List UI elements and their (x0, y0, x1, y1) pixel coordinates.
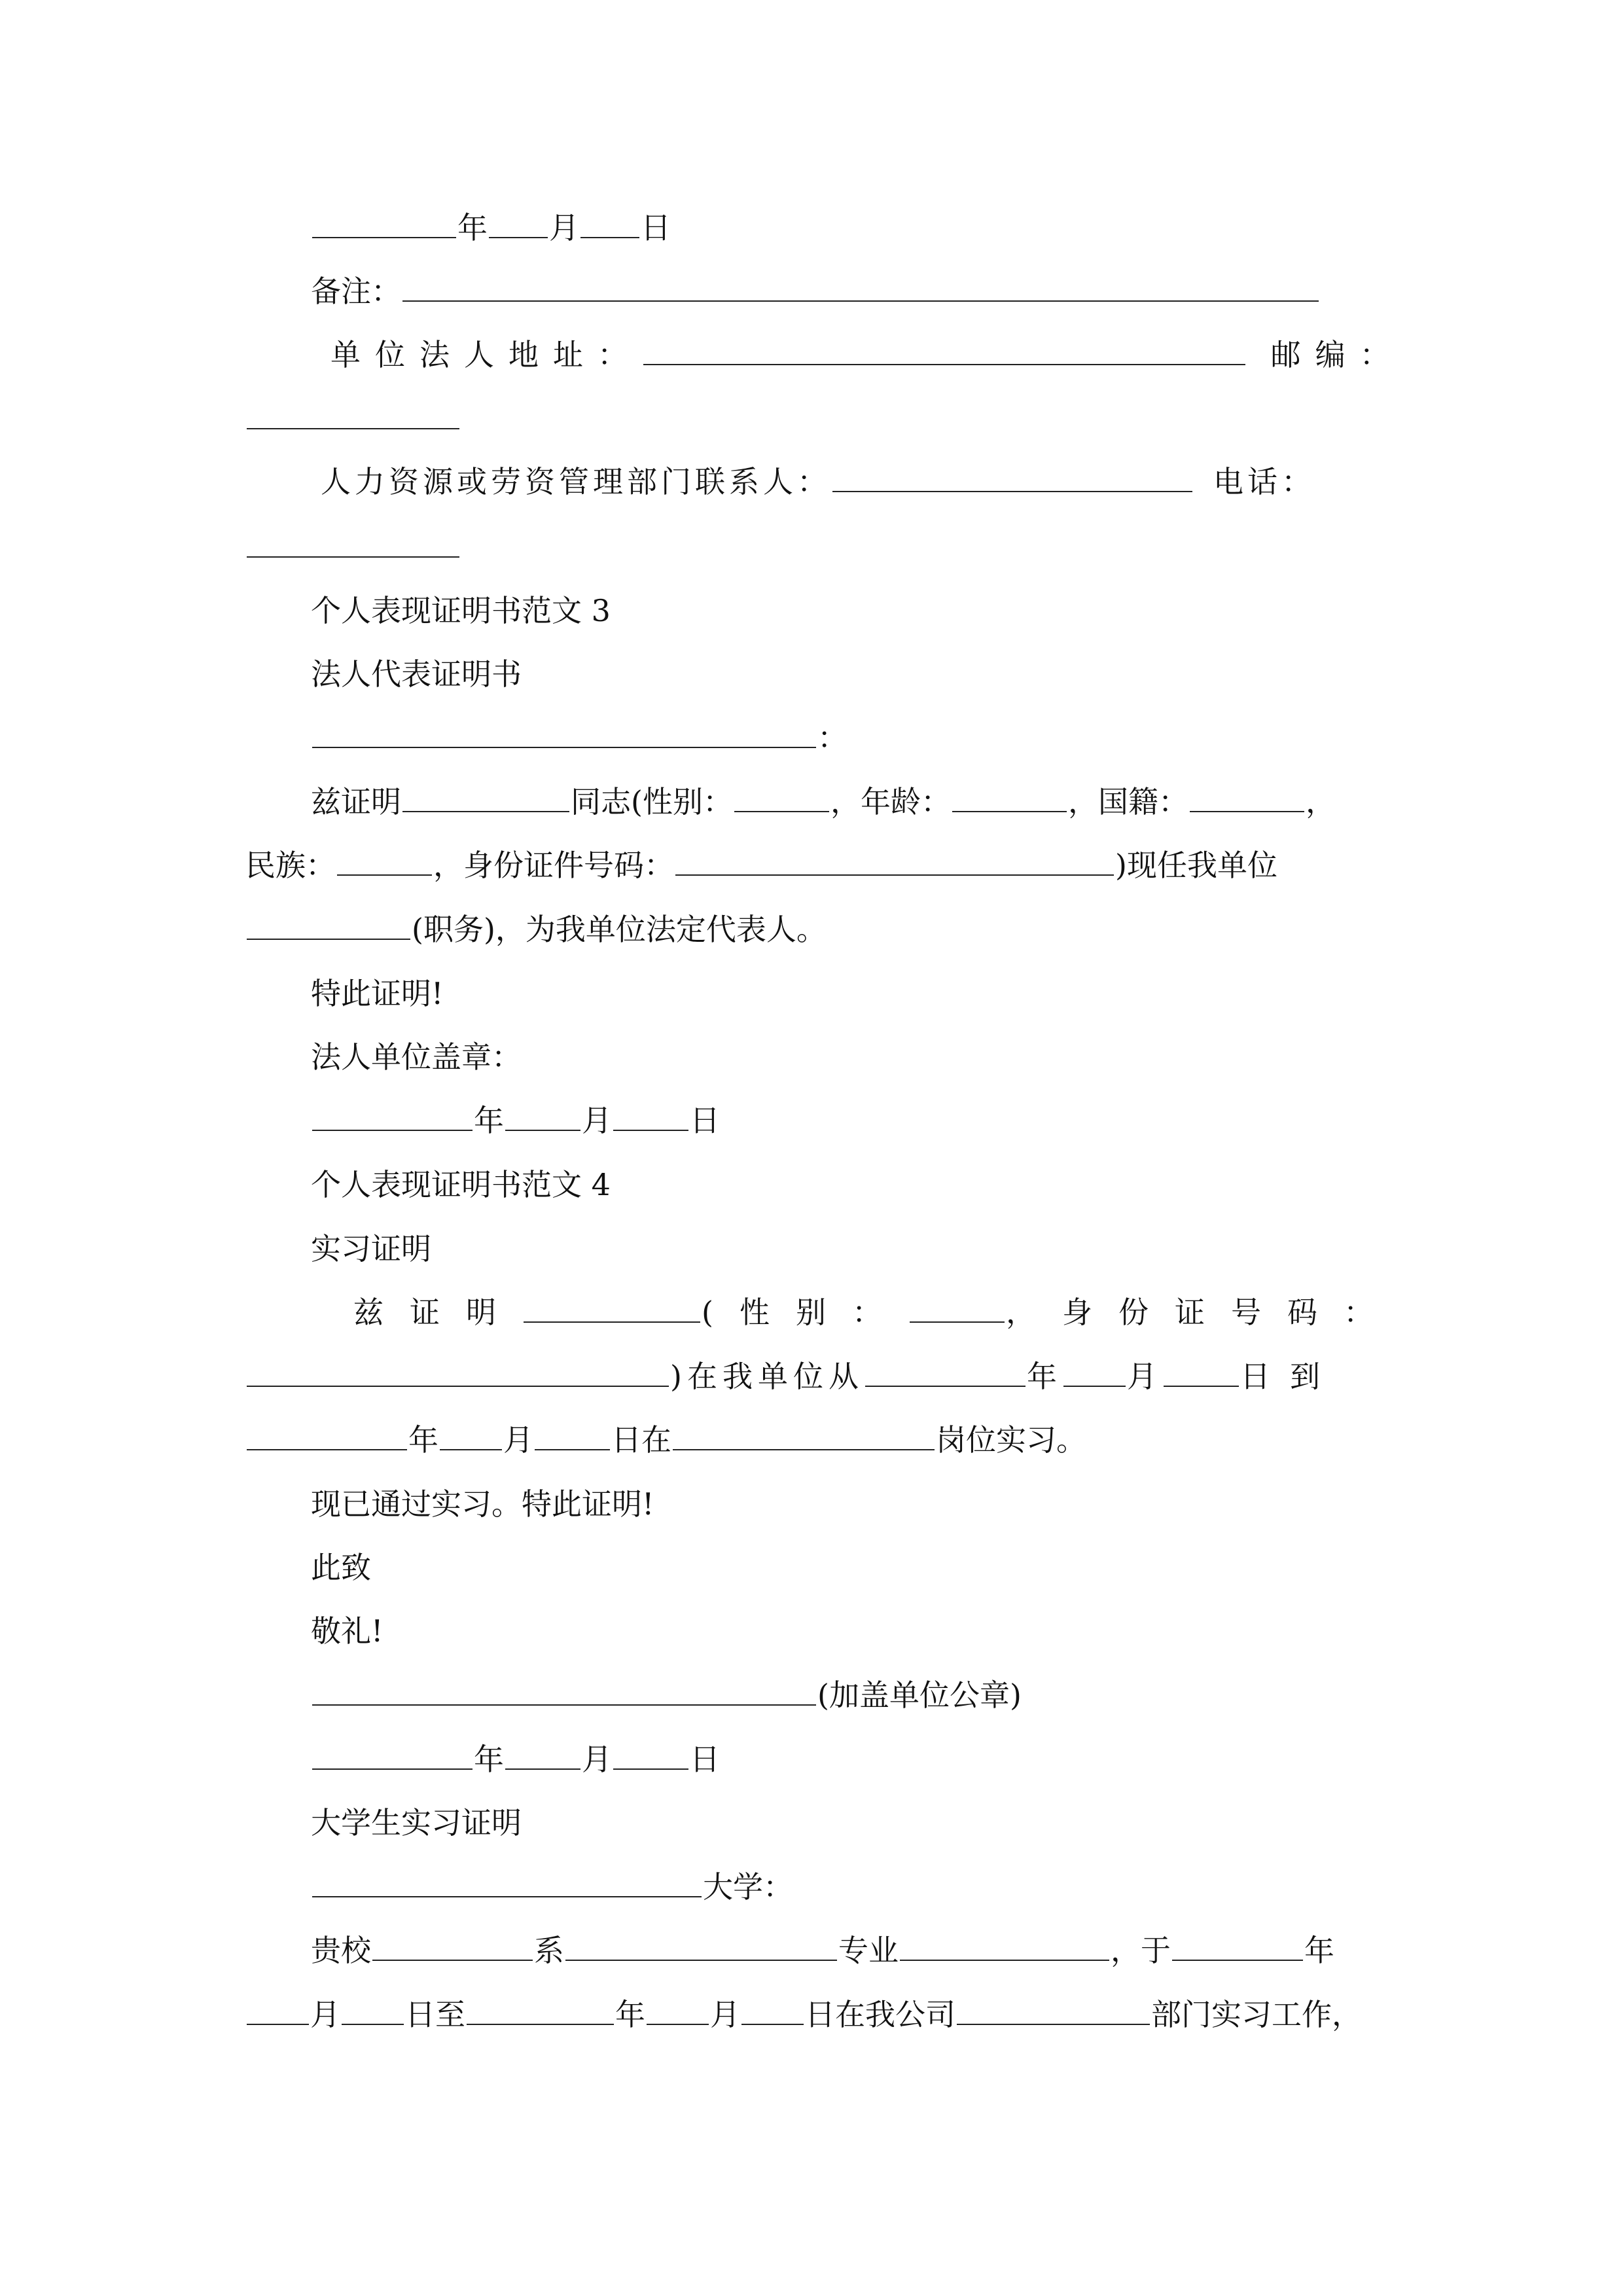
title-legal-rep: 法人代表证明书 (311, 656, 522, 692)
cert-line-3 (245, 910, 827, 949)
year-blank[interactable] (312, 1102, 473, 1131)
start-day-blank[interactable] (342, 1996, 404, 2025)
address-label: 单位法人地址： (330, 337, 642, 372)
remark-line (311, 272, 1320, 311)
date-line-1 (311, 208, 671, 247)
from-year-blank[interactable] (865, 1358, 1026, 1387)
month-label: 月 (310, 1997, 340, 2032)
remark-label: 备注： (311, 274, 401, 309)
jingli: 敬礼! (311, 1613, 383, 1649)
nationality-blank[interactable] (1190, 783, 1304, 812)
date-line-2 (311, 1101, 720, 1140)
contact-label: 人力资源或劳资管理部门联系人： (321, 464, 831, 499)
phone-line (245, 528, 461, 567)
special-cert: 特此证明! (311, 976, 444, 1011)
start-year-blank[interactable] (1172, 1932, 1303, 1961)
intern-line-1 (353, 1293, 1400, 1332)
student-name-blank[interactable] (900, 1932, 1109, 1961)
intern-gender-label: (性别： (702, 1295, 908, 1330)
month-label: 月 (710, 1997, 740, 2032)
post-intern: 岗位实习。 (936, 1422, 1086, 1458)
year-label: 年 (474, 1103, 504, 1138)
month-label: 月 (503, 1422, 533, 1458)
year-label: 年 (1304, 1933, 1334, 1968)
end-day-blank[interactable] (741, 1996, 804, 2025)
day-blank[interactable] (613, 1741, 688, 1770)
id-label: ，身份证件号码： (433, 848, 674, 883)
postcode-line (245, 399, 461, 439)
to-year-blank[interactable] (247, 1422, 407, 1450)
student-line-1 (311, 1931, 1334, 1970)
university-line (311, 1867, 793, 1907)
university-blank[interactable] (312, 1869, 702, 1897)
colon: ： (817, 720, 847, 755)
at-label: ，于 (1111, 1933, 1171, 1968)
year-label: 年 (457, 210, 488, 245)
name-blank[interactable] (402, 783, 569, 812)
month-blank[interactable] (489, 209, 548, 238)
cert-line-2 (245, 846, 1277, 885)
cert-prefix: 兹证明 (311, 784, 401, 819)
passed-text: 现已通过实习。特此证明! (311, 1486, 654, 1522)
postcode-blank[interactable] (247, 401, 459, 429)
month-label: 月 (582, 1742, 612, 1777)
gender-blank[interactable] (734, 783, 829, 812)
student-line-2 (245, 1995, 1362, 2034)
heading-3: 个人表现证明书范文 3 (311, 593, 611, 628)
intern-line-3 (245, 1420, 1086, 1460)
id-blank[interactable] (675, 847, 1114, 876)
heading-4: 个人表现证明书范文 4 (311, 1167, 611, 1202)
position-text: (职务)，为我单位法定代表人。 (412, 912, 827, 947)
contact-line (321, 462, 1315, 501)
end-year-blank[interactable] (467, 1996, 614, 2025)
in-company: 日在我公司 (805, 1997, 955, 2032)
end-month-blank[interactable] (647, 1996, 709, 2025)
cert-line-1 (311, 782, 1336, 821)
major-label: 专业 (838, 1933, 899, 1968)
intern-line-2 (245, 1357, 1340, 1396)
comma: ， (1305, 784, 1336, 819)
school-label: 贵校 (311, 1933, 371, 1968)
month-label: 月 (549, 210, 579, 245)
month-label: 月 (1126, 1359, 1162, 1394)
company-dept-blank[interactable] (957, 1996, 1150, 2025)
current-position: )现任我单位 (1115, 848, 1277, 883)
month-label: 月 (582, 1103, 612, 1138)
recipient-blank[interactable] (312, 719, 816, 748)
start-month-blank[interactable] (247, 1996, 309, 2025)
age-label: ，年龄： (830, 784, 951, 819)
day-to2: 日至 (405, 1997, 465, 2032)
year-label: 年 (1026, 1359, 1062, 1394)
intern-gender-blank[interactable] (910, 1294, 1005, 1323)
day-label: 日 (690, 1742, 720, 1777)
title-internship: 实习证明 (311, 1231, 431, 1266)
phone-blank[interactable] (247, 529, 459, 558)
day-to: 日到 (1240, 1359, 1340, 1394)
intern-id-blank[interactable] (247, 1358, 669, 1387)
to-month-blank[interactable] (440, 1422, 502, 1450)
university-label: 大学： (703, 1869, 793, 1905)
address-line (330, 335, 1404, 374)
year-blank[interactable] (312, 209, 456, 238)
intern-prefix: 兹证明 (353, 1295, 522, 1330)
recipient-line (311, 718, 847, 757)
month-blank[interactable] (505, 1741, 580, 1770)
day-blank[interactable] (613, 1102, 688, 1131)
from-month-blank[interactable] (1063, 1358, 1126, 1387)
phone-label: 电话： (1213, 464, 1315, 499)
ethnicity-blank[interactable] (337, 847, 432, 876)
intern-from: )在我单位从 (670, 1359, 864, 1394)
year-label: 年 (615, 1997, 645, 2032)
position-blank[interactable] (247, 911, 410, 940)
major-blank[interactable] (565, 1932, 837, 1961)
post-blank[interactable] (673, 1422, 935, 1450)
to-day-blank[interactable] (535, 1422, 610, 1450)
day-at: 日在 (611, 1422, 671, 1458)
dept-name-blank[interactable] (372, 1932, 533, 1961)
stamp-blank[interactable] (312, 1677, 816, 1706)
postcode-label: 邮编： (1270, 337, 1404, 372)
stamp-line (311, 1676, 1022, 1715)
intern-id-label: ，身份证号码： (1005, 1295, 1400, 1330)
month-blank[interactable] (505, 1102, 580, 1131)
contact-blank[interactable] (832, 463, 1192, 492)
title-student-intern: 大学生实习证明 (311, 1805, 522, 1840)
dept-work: 部门实习工作， (1151, 1997, 1362, 2032)
year-label: 年 (474, 1742, 504, 1777)
year-label: 年 (408, 1422, 438, 1458)
year-blank[interactable] (312, 1741, 473, 1770)
day-label: 日 (690, 1103, 720, 1138)
nationality-label: ，国籍： (1067, 784, 1188, 819)
age-blank[interactable] (952, 783, 1067, 812)
day-blank[interactable] (580, 209, 639, 238)
seal-label: 法人单位盖章： (311, 1039, 522, 1075)
day-label: 日 (641, 210, 671, 245)
address-blank[interactable] (643, 336, 1245, 365)
cizhi: 此致 (311, 1550, 371, 1585)
from-day-blank[interactable] (1164, 1358, 1239, 1387)
gender-label: 同志(性别： (571, 784, 733, 819)
department-label: 系 (534, 1933, 564, 1968)
stamp-note: (加盖单位公章) (817, 1677, 1022, 1713)
date-line-3 (311, 1740, 720, 1779)
intern-name-blank[interactable] (524, 1294, 700, 1323)
remark-blank[interactable] (402, 273, 1319, 302)
ethnicity-label: 民族： (245, 848, 336, 883)
